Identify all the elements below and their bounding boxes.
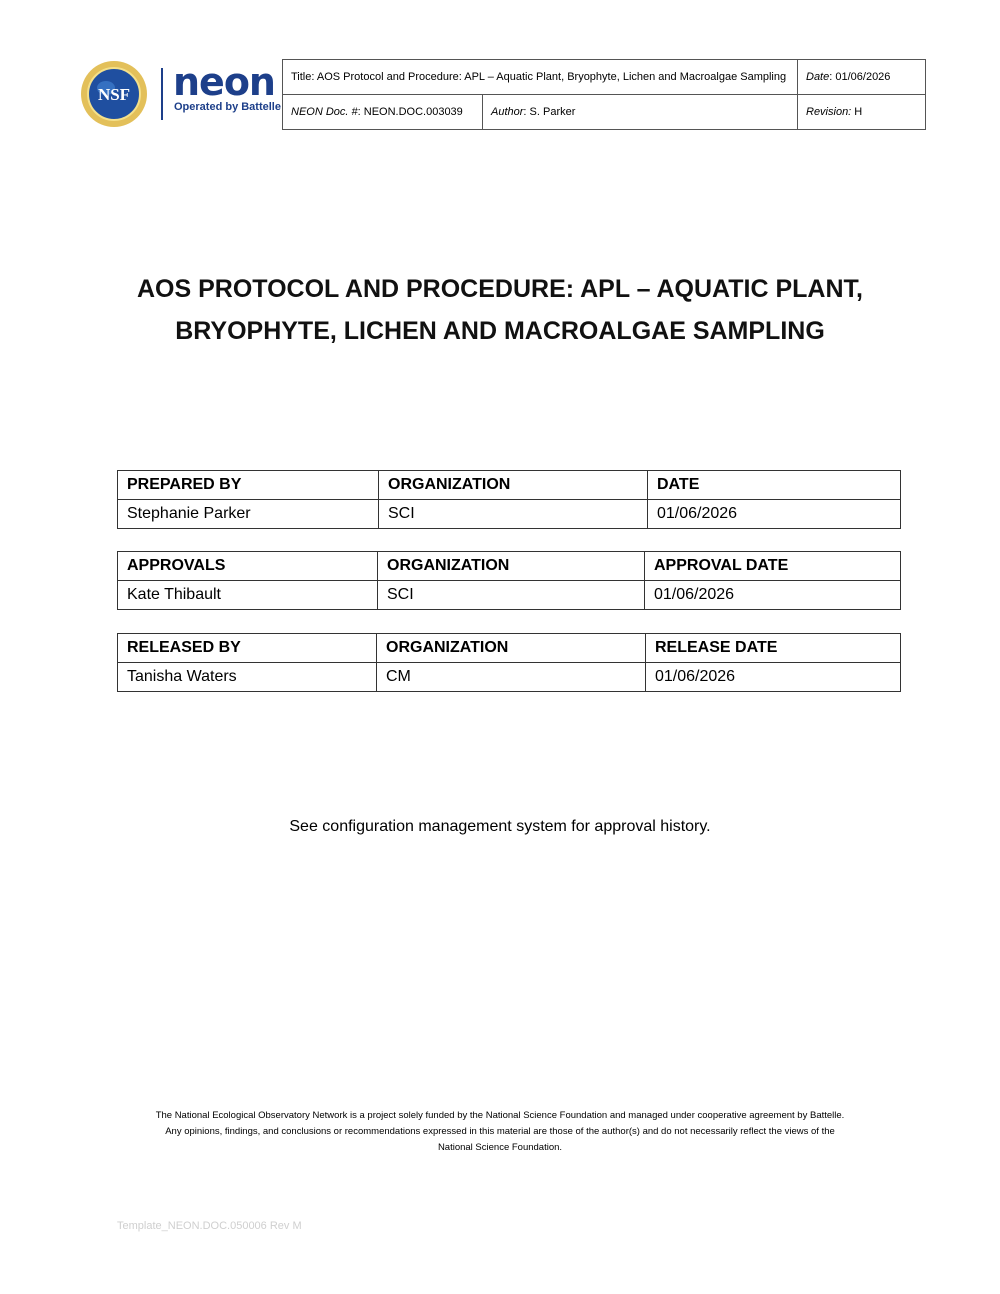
header-docnum-label: NEON Doc. #: [291, 106, 358, 118]
header-docnum-value: : NEON.DOC.003039: [357, 106, 463, 118]
column-header: RELEASE DATE: [646, 634, 901, 663]
disclaimer-line-1: The National Ecological Observatory Network is a project solely funded by the National Science Foundation and managed under cooperative agreement by Battelle.: [155, 1110, 845, 1121]
table-cell-organization: SCI: [378, 581, 645, 610]
column-header: RELEASED BY: [118, 634, 377, 663]
header-author-value: : S. Parker: [523, 106, 576, 118]
header-date-cell: [798, 60, 926, 95]
table-cell-name: Stephanie Parker: [118, 500, 379, 529]
column-header: DATE: [648, 471, 901, 500]
header-date-value: : 01/06/2026: [829, 71, 891, 83]
table-row: [118, 581, 901, 610]
header-title-label: Title:: [291, 71, 315, 83]
nsf-seal-text: NSF: [97, 85, 131, 104]
table-cell-date: 01/06/2026: [646, 663, 901, 692]
header-logos: [78, 58, 282, 130]
document-header-table: [282, 59, 926, 130]
header-revision-value: H: [851, 106, 863, 118]
disclaimer-line-3: National Science Foundation.: [437, 1142, 563, 1153]
header-author-cell: [483, 95, 798, 130]
column-header: APPROVALS: [118, 552, 378, 581]
approvals-table: [117, 551, 901, 610]
prepared-by-table: [117, 470, 901, 529]
configuration-note: See configuration management system for approval history.: [289, 818, 711, 835]
header-date-label: Date: [806, 71, 830, 83]
document-title-line-2: BRYOPHYTE, LICHEN AND MACROALGAE SAMPLING: [175, 317, 825, 345]
table-cell-organization: CM: [377, 663, 646, 692]
table-cell-name: Kate Thibault: [118, 581, 378, 610]
header-author-label: Author: [491, 106, 524, 118]
funding-disclaimer: [100, 1108, 900, 1156]
column-header: PREPARED BY: [118, 471, 379, 500]
column-header: ORGANIZATION: [377, 634, 646, 663]
released-by-table: [117, 633, 901, 692]
header-title-cell: [283, 60, 798, 95]
disclaimer-line-2: Any opinions, findings, and conclusions or recommendations expressed in this material are those of the author(s) and do not necessarily reflect the views of the: [165, 1126, 835, 1137]
table-cell-date: 01/06/2026: [648, 500, 901, 529]
template-identifier: Template_NEON.DOC.050006 Rev M: [117, 1220, 302, 1232]
table-cell-date: 01/06/2026: [645, 581, 901, 610]
table-header-row: [118, 552, 901, 581]
logo-divider: [161, 68, 163, 120]
table-row: [118, 500, 901, 529]
neon-logo-subtitle: Operated by Battelle: [174, 101, 281, 113]
header-revision-label: Revision:: [806, 106, 852, 118]
table-row: [118, 663, 901, 692]
neon-logo: neon: [173, 60, 275, 104]
table-header-row: [118, 634, 901, 663]
table-cell-name: Tanisha Waters: [118, 663, 377, 692]
document-title: [100, 268, 900, 352]
header-title-value: AOS Protocol and Procedure: APL – Aquatic Plant, Bryophyte, Lichen and Macroalgae Sampling: [316, 71, 787, 83]
table-header-row: [118, 471, 901, 500]
nsf-seal-icon: [78, 60, 150, 128]
column-header: ORGANIZATION: [378, 552, 645, 581]
column-header: APPROVAL DATE: [645, 552, 901, 581]
table-cell-organization: SCI: [379, 500, 648, 529]
column-header: ORGANIZATION: [379, 471, 648, 500]
document-title-line-1: AOS PROTOCOL AND PROCEDURE: APL – AQUATIC PLANT,: [137, 275, 863, 303]
header-docnum-cell: [283, 95, 483, 130]
header-revision-cell: [798, 95, 926, 130]
